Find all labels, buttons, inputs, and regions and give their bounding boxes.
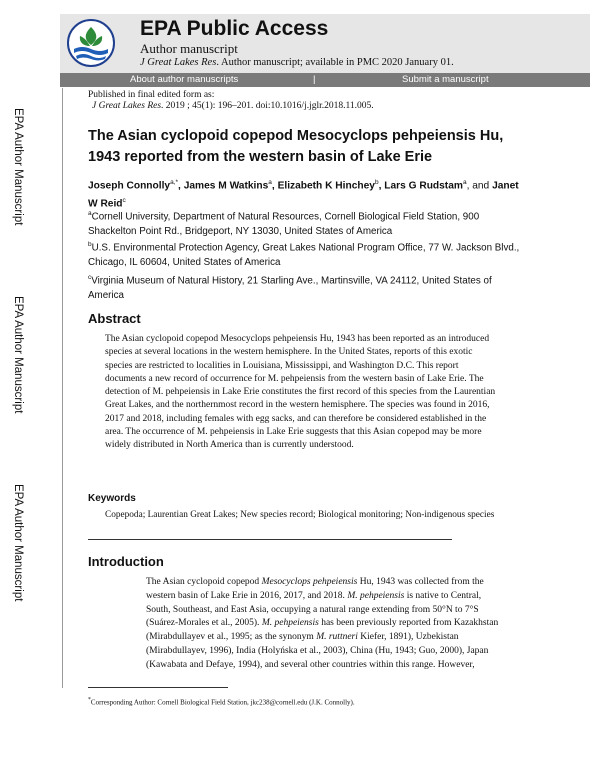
affiliation-mark: a (88, 210, 92, 217)
introduction-text (146, 576, 506, 673)
footnote-text: Corresponding Author: Cornell Biological Field Station, jkc238@cornell.edu (J.K. Connolly). (90, 698, 355, 707)
epa-logo-icon (66, 18, 116, 68)
author-name[interactable]: James M Watkins (183, 180, 269, 192)
affiliation-c (88, 270, 528, 303)
intro-species-name: Mesocyclops pehpeiensis (261, 577, 358, 587)
submit-manuscript-link[interactable]: Submit a manuscript (402, 74, 489, 85)
author-affil-mark: a,* (170, 179, 179, 186)
author-manuscript-label: Author manuscript (140, 41, 238, 56)
keywords-text: Copepoda; Laurentian Great Lakes; New species record; Biological monitoring; Non-indigenous species (105, 510, 495, 520)
intro-segment: Hu, 1943 was collected from the western basin of Lake Erie in 2016, 2017, and 2018. (146, 577, 484, 601)
footnote-divider (88, 687, 228, 688)
intro-segment: is native to Central, South, Southeast, and East Asia, occupying a natural range extending from 50°N to 7°S (Suárez-Morales et al., 2005). (146, 590, 482, 629)
affiliation-text: Cornell University, Department of Natural Resources, Cornell Biological Field Station, 900 Shackelton Point Rd., Bridgeport, NY 13030, United States of America (88, 211, 480, 238)
paper-title: The Asian cyclopoid copepod Mesocyclops pehpeiensis Hu, 1943 reported from the western basin of Lake Erie (88, 128, 504, 165)
intro-segment: has been previously reported from Kazakhstan (Mirabdullayev et al., 1995; as the synonym (146, 618, 499, 643)
journal-availability-text: . Author manuscript; available in PMC 2020 January 01. (216, 57, 454, 68)
author-sep: , (178, 180, 184, 192)
affiliation-mark: b (88, 241, 92, 248)
citation (92, 101, 374, 111)
author-affil-mark: c (122, 197, 126, 205)
sidebar-label-3: EPA Author Manuscript (12, 484, 24, 602)
about-author-manuscripts-link[interactable]: About author manuscripts (130, 74, 239, 85)
affiliation-a (88, 206, 528, 239)
published-note: Published in final edited form as: (88, 90, 215, 100)
affiliation-mark: c (88, 274, 92, 281)
abstract-text: The Asian cyclopoid copepod Mesocyclops pehpeiensis Hu, 1943 has been reported as an introduced species at several locations in the western hemisphere. In the United States, reports of this exotic species are restricted to localities in Louisiana, Mississippi, and Washington D.C. This report documents a new record of occurrence for M. pehpeiensis from the western basin of Lake Erie. The detection of M. pehpeiensis in Lake Erie constitutes the first record of this species from the Laurentian Great Lakes, and the northernmost record in the western hemisphere. The species was found in 2016, 2017 and 2018, including females with egg sacks, and can therefore be considered established in the area. The occurrence of M. pehpeiensis in Lake Erie suggests that this Asian copepod may be more widely distributed in North America than is currently understood. (105, 334, 496, 451)
brand-title: EPA Public Access (140, 17, 329, 40)
author-affil-mark: b (374, 179, 379, 186)
footnote-mark: * (88, 697, 91, 703)
author-sep: , (378, 180, 385, 192)
keywords-divider (88, 539, 452, 540)
intro-species-name: M. pehpeiensis (347, 590, 405, 601)
citation-journal: J Great Lakes Res (92, 101, 162, 111)
author-affil-mark: a (462, 179, 467, 186)
author-name[interactable]: Elizabeth K Hinchey (277, 180, 375, 192)
keywords-heading: Keywords (88, 493, 136, 504)
author-name[interactable]: Janet W Reid (88, 180, 519, 210)
author-sep: , (271, 180, 278, 192)
sidebar-label-1: EPA Author Manuscript (12, 108, 24, 226)
author-affil-mark: a (268, 179, 272, 186)
intro-segment: Kiefer, 1891), Uzbekistan (Mirabdullayev, 1996), India (Holyńska et al., 2003), China (Hu, 1943; Guo, 2000), Japan (Kawabata and Defaye, 1994), and several other countries within this range. However, (146, 632, 489, 670)
affiliation-text: Virginia Museum of Natural History, 21 Starling Ave., Martinsville, VA 24112, United States of America (88, 275, 492, 302)
introduction-heading: Introduction (88, 554, 164, 569)
intro-segment: The Asian cyclopoid copepod (146, 577, 262, 587)
sidebar-label-2: EPA Author Manuscript (12, 296, 24, 414)
abstract-heading: Abstract (88, 311, 141, 326)
intro-species-name: M. pehpeiensis (261, 618, 319, 629)
nav-separator: | (313, 74, 316, 85)
journal-availability (140, 57, 454, 68)
affiliation-text: U.S. Environmental Protection Agency, Great Lakes National Program Office, 77 W. Jackson Blvd., Chicago, IL 60604, United States of America (88, 242, 520, 269)
author-name[interactable]: Lars G Rudstam (384, 180, 463, 192)
nav-bar (60, 73, 590, 87)
author-sep: , and (466, 180, 493, 192)
author-name[interactable]: Joseph Connolly (88, 180, 171, 192)
footnote (88, 697, 355, 706)
margin-rule (62, 88, 63, 688)
journal-abbrev: J Great Lakes Res (140, 57, 217, 68)
affiliation-b (88, 237, 528, 270)
citation-text: . 2019 ; 45(1): 196–201. doi:10.1016/j.jglr.2018.11.005. (161, 101, 374, 111)
intro-species-name: M. ruttneri (316, 632, 358, 643)
